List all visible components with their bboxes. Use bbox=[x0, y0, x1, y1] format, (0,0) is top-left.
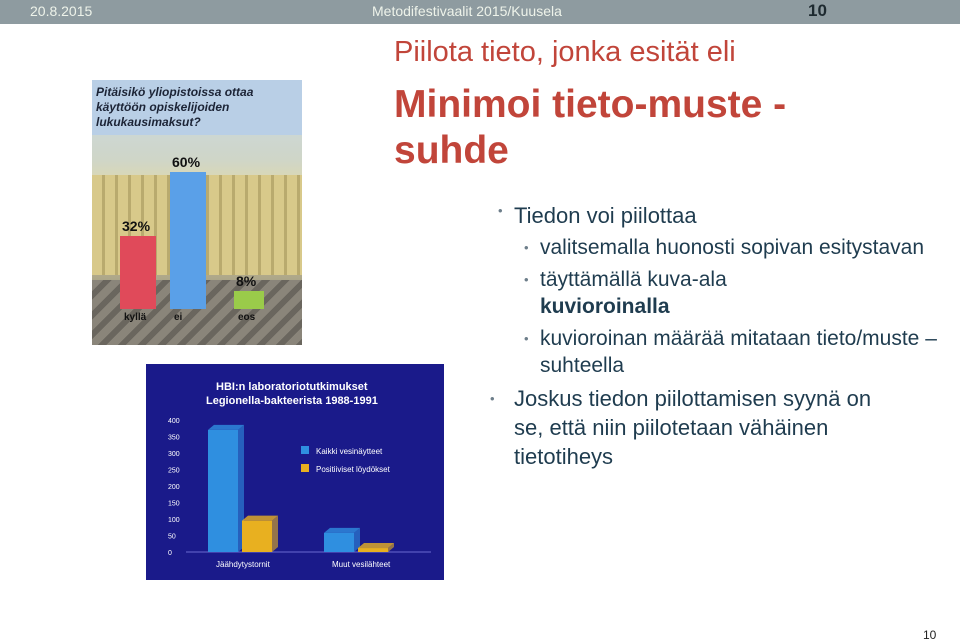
chart1-bar-ei bbox=[170, 172, 206, 309]
chart1-bar-eos bbox=[234, 291, 264, 309]
chart2-title-line1: HBI:n laboratoriotutkimukset bbox=[216, 381, 368, 393]
bullet-list bbox=[490, 203, 960, 471]
legionella-chart-svg bbox=[146, 364, 444, 580]
chart1-value-label: 32% bbox=[122, 217, 151, 234]
bullet-1-sub-1 bbox=[524, 234, 960, 261]
bullet-1-sub-1-text: valitsemalla huonosti sopivan esitystavan bbox=[540, 236, 925, 259]
chart2-ytick-label: 300 bbox=[168, 451, 180, 458]
chart2-legend-swatch bbox=[301, 446, 309, 454]
bullet-1 bbox=[498, 203, 960, 229]
chart2-bar bbox=[242, 521, 272, 552]
chart1-title: Pitäisikö yliopistoissa ottaa käyttöön opiskelijoiden lukukausimaksut? bbox=[96, 85, 254, 129]
chart2-ytick-label: 150 bbox=[168, 500, 180, 508]
chart2-bar-side bbox=[272, 516, 278, 552]
header-conference: Metodifestivaalit 2015/Kuusela bbox=[372, 3, 562, 19]
chart2-ytick-label: 350 bbox=[168, 434, 180, 442]
bullet-1-text: Tiedon voi piilottaa bbox=[514, 203, 697, 228]
header-date: 20.8.2015 bbox=[30, 3, 93, 19]
chart2-bar bbox=[324, 533, 354, 552]
bullet-2 bbox=[490, 384, 874, 471]
chart2-bar-top bbox=[242, 516, 278, 521]
slide-header-bar bbox=[0, 0, 960, 24]
chart2-bar-top bbox=[358, 543, 394, 548]
chart2-ytick-label: 50 bbox=[168, 533, 176, 541]
bullet-2-text: Joskus tiedon piilottamisen syynä on se, että niin piilotetaan vähäinen tietotiheys bbox=[514, 386, 872, 469]
survey-photo-chart bbox=[92, 80, 302, 345]
chart2-ytick-label: 200 bbox=[168, 484, 180, 491]
bullet-dot: • bbox=[490, 391, 495, 406]
chart2-legend-label: Positiiviset löydökset bbox=[316, 465, 390, 474]
bullet-dot: • bbox=[524, 272, 529, 287]
bullet-1-sub-3-text: kuvioroinan määrää mitataan tieto/muste –suhteella bbox=[540, 327, 937, 377]
chart2-ytick-label: 400 bbox=[168, 418, 180, 425]
chart2-legend-swatch bbox=[301, 464, 309, 472]
chart2-category-label: Jäähdytystornit bbox=[216, 560, 270, 569]
chart2-ytick-label: 250 bbox=[168, 467, 180, 475]
bullet-dot: • bbox=[524, 240, 529, 255]
chart1-category-label: eos bbox=[238, 312, 256, 323]
bullet-1-sub-2 bbox=[524, 266, 960, 320]
chart1-category-label: ei bbox=[174, 312, 183, 323]
legionella-chart bbox=[146, 364, 444, 580]
chart2-bar-top bbox=[208, 425, 244, 430]
bullet-1-sub-2-bold: kuvioroinalla bbox=[540, 295, 670, 318]
chart1-value-label: 60% bbox=[172, 153, 201, 170]
bullet-1-sub-3 bbox=[524, 325, 960, 379]
slide-title-line2: Minimoi tieto-muste - suhde bbox=[394, 83, 787, 172]
bullet-1-sub-2-text: täyttämällä kuva-ala bbox=[540, 268, 727, 291]
bullet-dot: • bbox=[524, 331, 529, 346]
bullet-dot: • bbox=[498, 203, 503, 218]
chart2-bar bbox=[208, 430, 238, 552]
chart2-ytick-label: 100 bbox=[168, 517, 180, 524]
chart2-category-label: Muut vesilähteet bbox=[332, 560, 391, 569]
chart2-ytick-label: 0 bbox=[168, 550, 172, 557]
chart2-title-line2: Legionella-bakteerista 1988-1991 bbox=[206, 395, 378, 407]
chart1-bar-kyllä bbox=[120, 236, 156, 309]
slide-title-line1: Piilota tieto, jonka esität eli bbox=[394, 36, 736, 68]
chart2-legend-label: Kaikki vesinäytteet bbox=[316, 447, 383, 456]
chart1-value-label: 8% bbox=[236, 272, 257, 289]
chart2-bar bbox=[358, 548, 388, 552]
header-slide-number: 10 bbox=[808, 1, 827, 20]
footer-page-number: 10 bbox=[923, 628, 937, 642]
chart2-bar-top bbox=[324, 528, 360, 533]
chart1-category-label: kyllä bbox=[124, 312, 147, 323]
